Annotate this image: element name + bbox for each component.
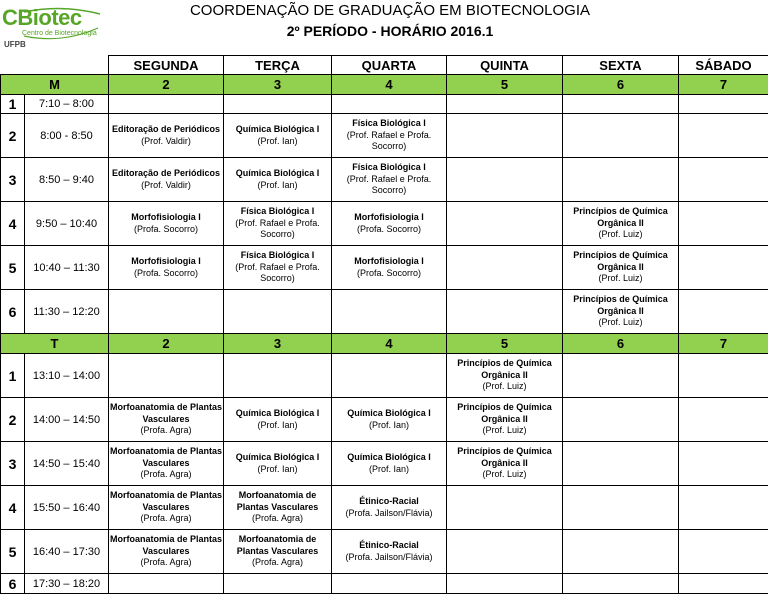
schedule-row	[1, 290, 768, 334]
class-cell	[563, 486, 679, 530]
class-cell	[332, 574, 447, 594]
logo-university: UFPB	[4, 40, 26, 49]
period-number: 1	[1, 354, 25, 398]
class-cell	[109, 354, 224, 398]
class-cell	[563, 202, 679, 246]
schedule-row	[1, 354, 768, 398]
period-number: 3	[1, 158, 25, 202]
period-number: 3	[1, 442, 25, 486]
subject-name: Física Biológica I	[332, 118, 446, 130]
period-time: 11:30 – 12:20	[25, 290, 109, 334]
class-cell	[332, 95, 447, 114]
schedule-row	[1, 202, 768, 246]
day-header: SÁBADO	[679, 56, 768, 75]
class-cell	[679, 486, 768, 530]
professor-name: (Prof. Luiz)	[447, 381, 562, 393]
shift-label: T	[1, 334, 109, 354]
class-cell	[332, 486, 447, 530]
subject-name: Física Biológica I	[224, 206, 331, 218]
day-header-row	[1, 56, 768, 75]
class-cell	[447, 398, 563, 442]
class-cell	[224, 354, 332, 398]
professor-name: (Profa. Socorro)	[332, 224, 446, 236]
class-cell	[679, 246, 768, 290]
subject-name: Química Biológica I	[332, 452, 446, 464]
class-cell	[224, 202, 332, 246]
class-cell	[679, 202, 768, 246]
period-number: 2	[1, 114, 25, 158]
schedule-row	[1, 246, 768, 290]
subject-name: Morfoanatomia de Plantas Vasculares	[109, 490, 223, 513]
subject-name: Química Biológica I	[224, 452, 331, 464]
subject-name: Química Biológica I	[224, 408, 331, 420]
professor-name: (Prof. Valdir)	[109, 180, 223, 192]
class-cell	[563, 442, 679, 486]
period-number: 1	[1, 95, 25, 114]
schedule-row	[1, 158, 768, 202]
subject-name: Morfoanatomia de Plantas Vasculares	[109, 446, 223, 469]
class-cell	[109, 202, 224, 246]
class-cell	[447, 486, 563, 530]
shift-label: M	[1, 75, 109, 95]
day-number: 4	[332, 334, 447, 354]
period-time: 14:00 – 14:50	[25, 398, 109, 442]
subject-name: Morfoanatomia de Plantas Vasculares	[109, 402, 223, 425]
class-cell	[109, 398, 224, 442]
class-cell	[563, 95, 679, 114]
schedule-row	[1, 530, 768, 574]
class-cell	[109, 442, 224, 486]
professor-name: (Prof. Luiz)	[563, 229, 678, 241]
schedule-row	[1, 114, 768, 158]
schedule-row	[1, 442, 768, 486]
class-cell	[679, 158, 768, 202]
class-cell	[563, 354, 679, 398]
class-cell	[679, 95, 768, 114]
period-number: 6	[1, 574, 25, 594]
class-cell	[224, 246, 332, 290]
schedule-table	[0, 55, 768, 594]
page-title: COORDENAÇÃO DE GRADUAÇÃO EM BIOTECNOLOGIA	[0, 2, 768, 20]
class-cell	[679, 442, 768, 486]
professor-name: (Prof. Luiz)	[563, 317, 678, 329]
day-number: 5	[447, 334, 563, 354]
professor-name: (Profa. Socorro)	[332, 268, 446, 280]
subject-name: Princípios de Química Orgânica II	[563, 206, 678, 229]
subject-name: Morfofisiologia I	[109, 256, 223, 268]
subject-name: Morfofisiologia I	[109, 212, 223, 224]
class-cell	[447, 574, 563, 594]
schedule-row	[1, 398, 768, 442]
class-cell	[332, 530, 447, 574]
class-cell	[332, 246, 447, 290]
class-cell	[224, 442, 332, 486]
class-cell	[332, 398, 447, 442]
period-time: 7:10 – 8:00	[25, 95, 109, 114]
schedule-row	[1, 486, 768, 530]
class-cell	[447, 290, 563, 334]
day-number: 3	[224, 75, 332, 95]
professor-name: (Profa. Agra)	[109, 513, 223, 525]
period-number: 2	[1, 398, 25, 442]
class-cell	[224, 530, 332, 574]
subject-name: Morfoanatomia de Plantas Vasculares	[224, 490, 331, 513]
period-time: 9:50 – 10:40	[25, 202, 109, 246]
day-header: QUINTA	[447, 56, 563, 75]
day-number: 3	[224, 334, 332, 354]
professor-name: (Profa. Agra)	[109, 469, 223, 481]
class-cell	[332, 202, 447, 246]
class-cell	[447, 530, 563, 574]
period-number: 6	[1, 290, 25, 334]
subject-name: Morfoanatomia de Plantas Vasculares	[109, 534, 223, 557]
class-cell	[224, 158, 332, 202]
morning-shift-header	[1, 75, 768, 95]
afternoon-shift-header	[1, 334, 768, 354]
professor-name: (Profa. Jailson/Flávia)	[332, 552, 446, 564]
class-cell	[447, 158, 563, 202]
class-cell	[109, 114, 224, 158]
class-cell	[224, 398, 332, 442]
class-cell	[679, 354, 768, 398]
day-number: 6	[563, 334, 679, 354]
period-time: 17:30 – 18:20	[25, 574, 109, 594]
class-cell	[679, 290, 768, 334]
class-cell	[563, 246, 679, 290]
professor-name: (Profa. Socorro)	[109, 224, 223, 236]
class-cell	[332, 158, 447, 202]
subject-name: Princípios de Química Orgânica II	[563, 250, 678, 273]
subject-name: Princípios de Química Orgânica II	[447, 358, 562, 381]
professor-name: (Profa. Agra)	[109, 557, 223, 569]
day-number: 2	[109, 75, 224, 95]
class-cell	[109, 290, 224, 334]
class-cell	[447, 246, 563, 290]
class-cell	[332, 354, 447, 398]
class-cell	[679, 114, 768, 158]
professor-name: (Prof. Ian)	[224, 136, 331, 148]
class-cell	[224, 574, 332, 594]
day-number: 6	[563, 75, 679, 95]
professor-name: (Prof. Rafael e Profa. Socorro)	[224, 262, 331, 285]
logo-brand: CBiotec	[2, 6, 82, 30]
class-cell	[563, 530, 679, 574]
page-header	[0, 0, 768, 55]
period-time: 13:10 – 14:00	[25, 354, 109, 398]
period-time: 15:50 – 16:40	[25, 486, 109, 530]
class-cell	[679, 530, 768, 574]
period-number: 4	[1, 486, 25, 530]
class-cell	[679, 398, 768, 442]
subject-name: Editoração de Periódicos	[109, 168, 223, 180]
subject-name: Morfoanatomia de Plantas Vasculares	[224, 534, 331, 557]
class-cell	[109, 530, 224, 574]
period-time: 8:00 - 8:50	[25, 114, 109, 158]
professor-name: (Profa. Agra)	[224, 513, 331, 525]
class-cell	[332, 114, 447, 158]
subject-name: Química Biológica I	[224, 124, 331, 136]
subject-name: Química Biológica I	[332, 408, 446, 420]
professor-name: (Profa. Socorro)	[109, 268, 223, 280]
professor-name: (Prof. Valdir)	[109, 136, 223, 148]
class-cell	[224, 290, 332, 334]
professor-name: (Prof. Luiz)	[447, 469, 562, 481]
day-header: TERÇA	[224, 56, 332, 75]
class-cell	[332, 290, 447, 334]
professor-name: (Prof. Rafael e Profa. Socorro)	[332, 130, 446, 153]
class-cell	[447, 442, 563, 486]
professor-name: (Prof. Ian)	[332, 420, 446, 432]
day-header: QUARTA	[332, 56, 447, 75]
period-time: 14:50 – 15:40	[25, 442, 109, 486]
day-number: 4	[332, 75, 447, 95]
schedule-row	[1, 95, 768, 114]
subject-name: Editoração de Periódicos	[109, 124, 223, 136]
day-number: 7	[679, 75, 768, 95]
subject-name: Étinico-Racial	[332, 540, 446, 552]
professor-name: (Prof. Ian)	[224, 180, 331, 192]
subject-name: Étinico-Racial	[332, 496, 446, 508]
subject-name: Química Biológica I	[224, 168, 331, 180]
professor-name: (Profa. Agra)	[224, 557, 331, 569]
class-cell	[563, 574, 679, 594]
period-time: 8:50 – 9:40	[25, 158, 109, 202]
class-cell	[563, 114, 679, 158]
class-cell	[447, 114, 563, 158]
subject-name: Física Biológica I	[332, 162, 446, 174]
period-number: 5	[1, 530, 25, 574]
class-cell	[109, 574, 224, 594]
class-cell	[679, 574, 768, 594]
class-cell	[447, 202, 563, 246]
professor-name: (Prof. Luiz)	[563, 273, 678, 285]
day-number: 2	[109, 334, 224, 354]
class-cell	[109, 486, 224, 530]
logo-subtitle: Centro de Biotecnologia	[22, 30, 97, 38]
day-header: SEGUNDA	[109, 56, 224, 75]
subject-name: Morfofisiologia I	[332, 256, 446, 268]
class-cell	[332, 442, 447, 486]
class-cell	[109, 158, 224, 202]
period-time: 10:40 – 11:30	[25, 246, 109, 290]
professor-name: (Prof. Rafael e Profa. Socorro)	[224, 218, 331, 241]
class-cell	[224, 95, 332, 114]
class-cell	[563, 158, 679, 202]
class-cell	[109, 246, 224, 290]
professor-name: (Profa. Jailson/Flávia)	[332, 508, 446, 520]
class-cell	[447, 354, 563, 398]
class-cell	[447, 95, 563, 114]
day-number: 5	[447, 75, 563, 95]
subject-name: Princípios de Química Orgânica II	[447, 402, 562, 425]
period-number: 5	[1, 246, 25, 290]
subject-name: Física Biológica I	[224, 250, 331, 262]
professor-name: (Prof. Luiz)	[447, 425, 562, 437]
professor-name: (Prof. Ian)	[224, 464, 331, 476]
class-cell	[224, 114, 332, 158]
professor-name: (Profa. Agra)	[109, 425, 223, 437]
period-time: 16:40 – 17:30	[25, 530, 109, 574]
class-cell	[563, 398, 679, 442]
subject-name: Princípios de Química Orgânica II	[563, 294, 678, 317]
corner-cell	[1, 56, 109, 75]
professor-name: (Prof. Ian)	[224, 420, 331, 432]
subject-name: Morfofisiologia I	[332, 212, 446, 224]
period-number: 4	[1, 202, 25, 246]
professor-name: (Prof. Ian)	[332, 464, 446, 476]
schedule-row	[1, 574, 768, 594]
page-subtitle: 2º PERÍODO - HORÁRIO 2016.1	[0, 22, 768, 40]
class-cell	[109, 95, 224, 114]
class-cell	[563, 290, 679, 334]
class-cell	[224, 486, 332, 530]
subject-name: Princípios de Química Orgânica II	[447, 446, 562, 469]
professor-name: (Prof. Rafael e Profa. Socorro)	[332, 174, 446, 197]
day-number: 7	[679, 334, 768, 354]
day-header: SEXTA	[563, 56, 679, 75]
